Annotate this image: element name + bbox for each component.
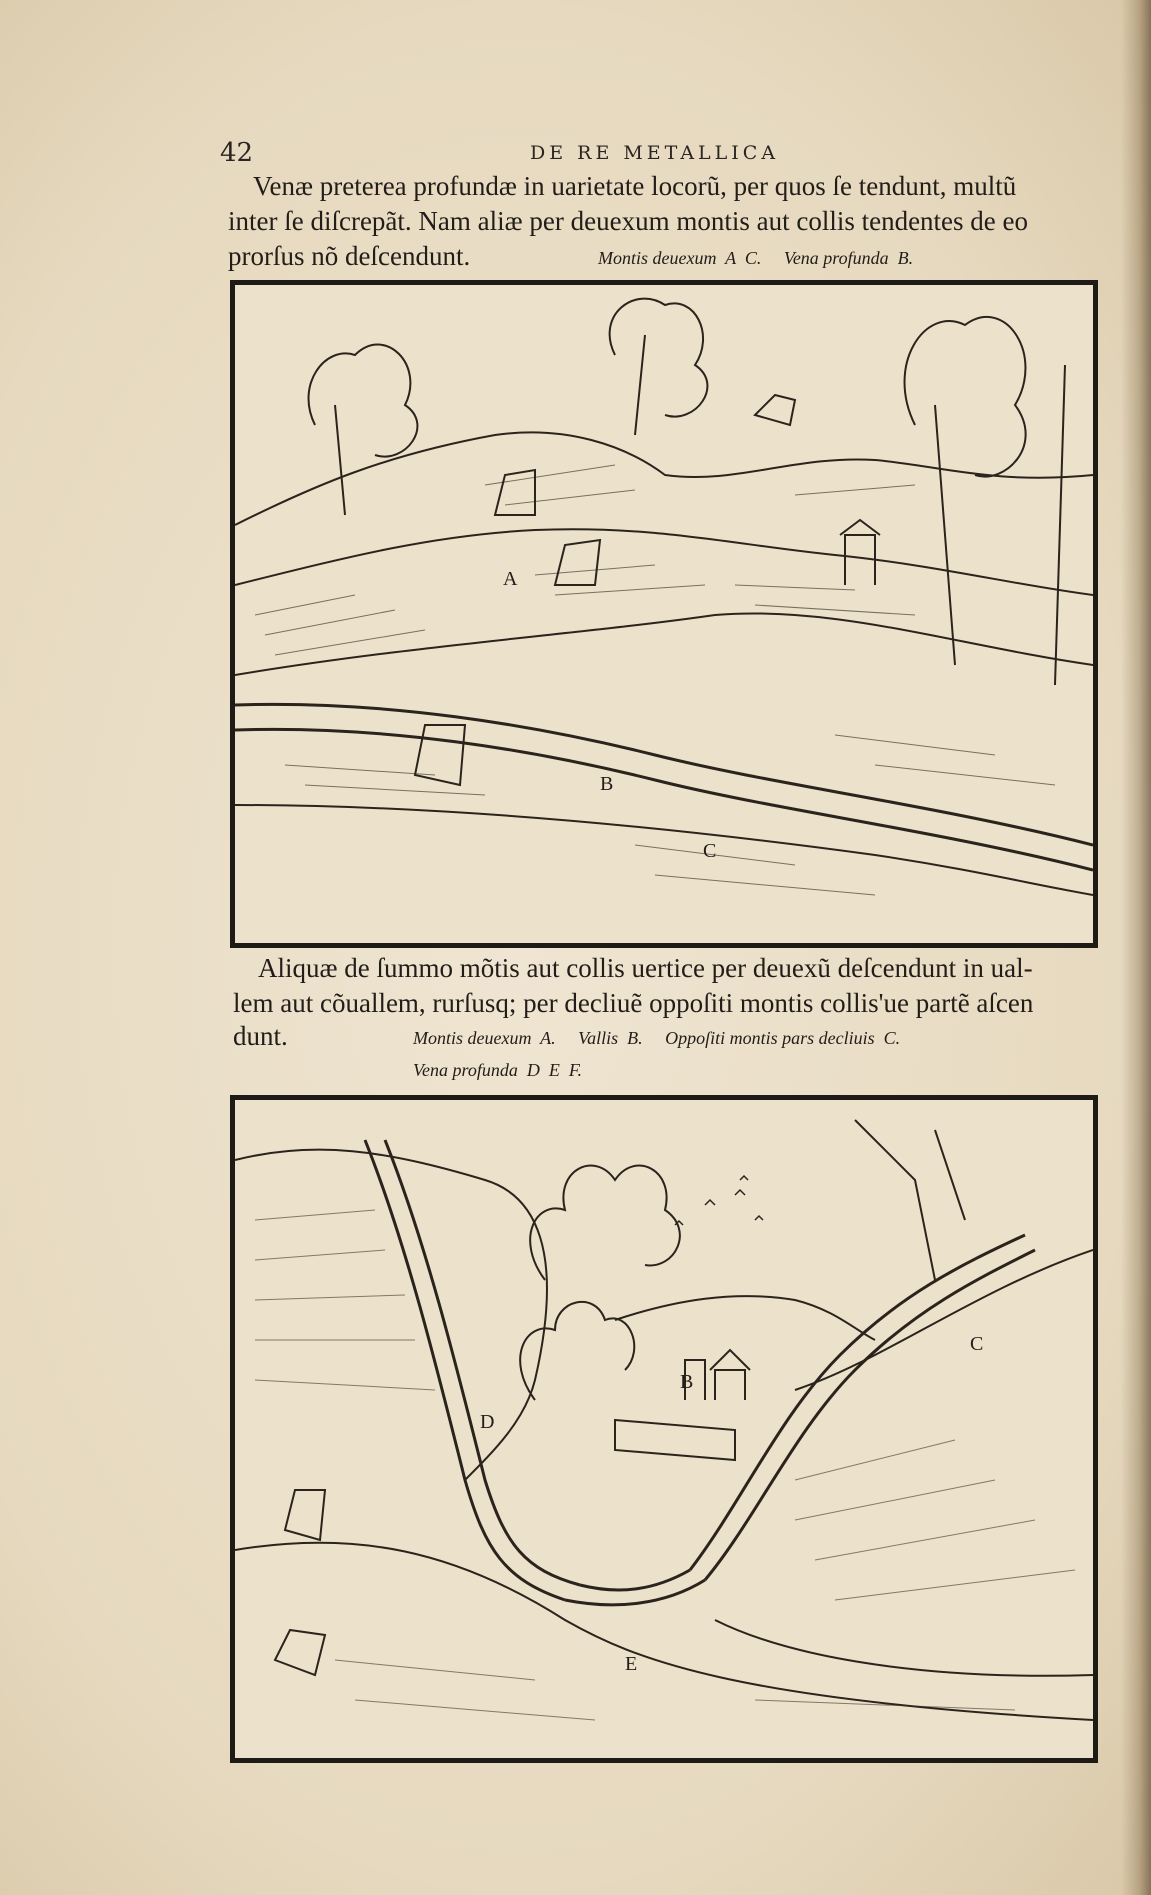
figure-2-caption-line-2: Vena profunda D E F. (413, 1060, 582, 1080)
page-header (220, 138, 1100, 168)
woodcut-figure-2-drawing (235, 1100, 1093, 1758)
running-title: DE RE METALLICA (530, 142, 780, 164)
woodcut-figure-1-drawing (235, 285, 1093, 943)
paragraph-2-line-3: dunt. (233, 1021, 288, 1051)
figure-1-label-c: C (703, 840, 717, 862)
figure-2-label-c: C (970, 1333, 984, 1355)
figure-2-label-b: B (680, 1371, 694, 1393)
paragraph-1-line-2: inter ſe diſcrepãt. Nam aliæ per deuexum montis aut collis tendentes de eo (228, 206, 1029, 236)
figure-2-caption-line-1: Montis deuexum A. Vallis B. Oppoſiti montis pars decliuis C. (413, 1028, 901, 1048)
paragraph-1-line-3: prorſus nõ deſcendunt. (228, 241, 471, 271)
figure-1-label-a: A (503, 568, 518, 590)
woodcut-figure-2 (230, 1095, 1098, 1763)
paragraph-1-line-1: Venæ preterea profundæ in uarietate locorũ, per quos ſe tendunt, multũ (253, 171, 1017, 201)
book-spine-shadow (1121, 0, 1151, 1895)
paragraph-2-line-1: Aliquæ de ſummo mõtis aut collis uertice per deuexũ deſcendunt in ual- (258, 953, 1033, 983)
figure-1-caption: Montis deuexum A C. Vena profunda B. (598, 248, 914, 268)
figure-1-label-b: B (600, 773, 614, 795)
figure-2-label-d: D (480, 1411, 495, 1433)
figure-2-label-e: E (625, 1653, 638, 1675)
woodcut-figure-1 (230, 280, 1098, 948)
paragraph-2-line-2: lem aut cõuallem, rurſusq; per decliuẽ oppoſiti montis collis'ue partẽ aſcen (233, 988, 1034, 1018)
page-number: 42 (220, 138, 254, 168)
